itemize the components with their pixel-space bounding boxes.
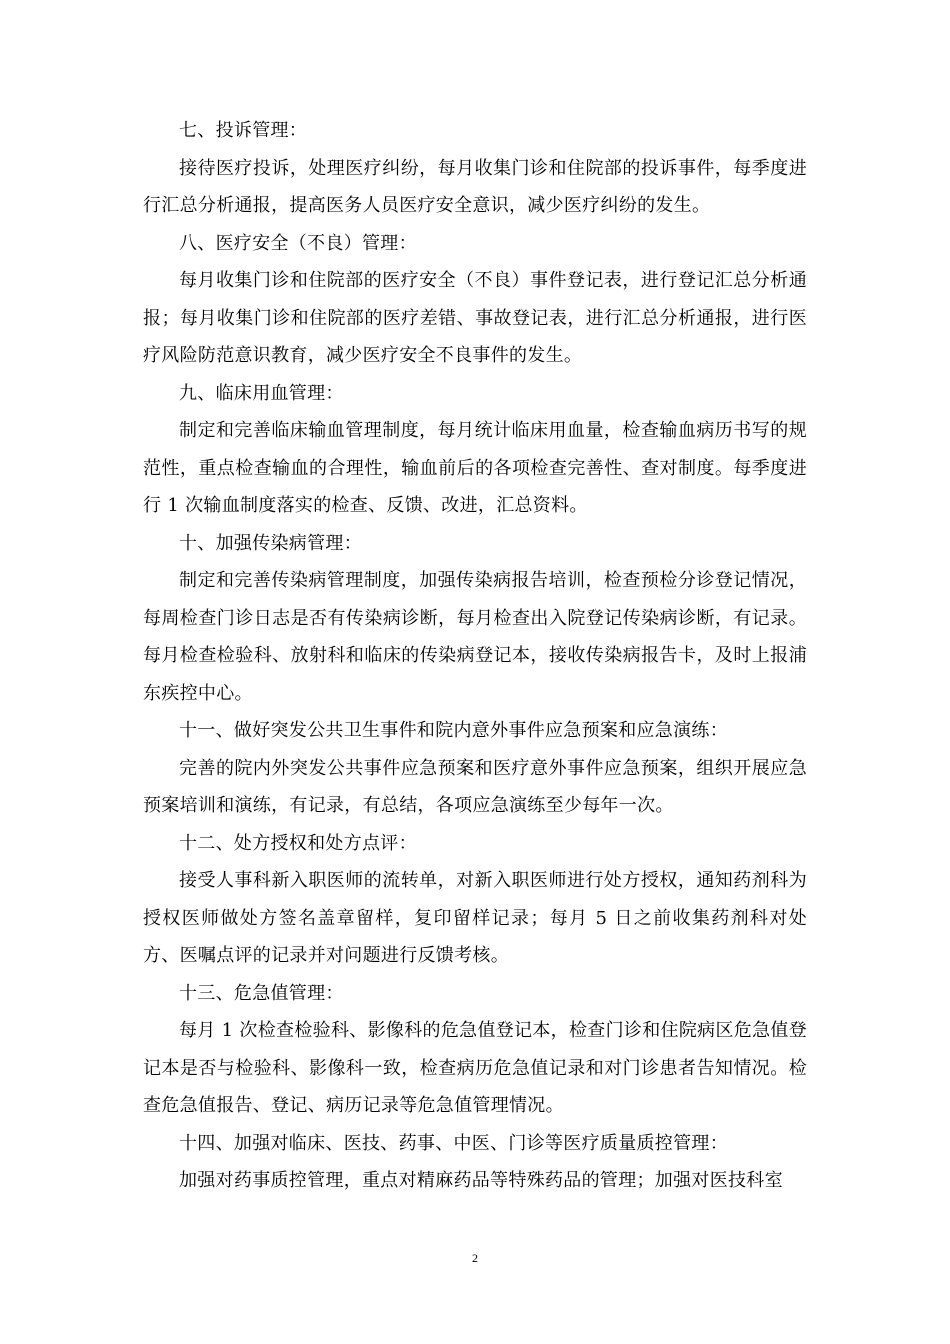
paragraph-infectious-disease: 制定和完善传染病管理制度，加强传染病报告培训，检查预检分诊登记情况，每周检查门诊日志是否有传染病诊断，每月检查出入院登记传染病诊断，有记录。每月检查检验科、放射科和临床的传染病登记本，接收传染病报告卡，及时上报浦东疾控中心。 — [143, 570, 807, 704]
section-heading-infectious-disease: 十、加强传染病管理： — [179, 532, 362, 554]
paragraph-clinical-blood-use: 制定和完善临床输血管理制度，每月统计临床用血量，检查输血病历书写的规范性，重点检查输血的合理性，输血前后的各项检查完善性、查对制度。每季度进行 1 次输血制度落实的检查、反馈、改进，汇总资料。 — [143, 420, 807, 516]
paragraph-complaint-management: 接待医疗投诉，处理医疗纠纷，每月收集门诊和住院部的投诉事件，每季度进行汇总分析通报，提高医务人员医疗安全意识，减少医疗纠纷的发生。 — [143, 157, 807, 216]
page-number: 2 — [472, 1251, 478, 1265]
section-heading-prescription-authorization: 十二、处方授权和处方点评： — [179, 832, 417, 854]
paragraph-quality-control: 加强对药事质控管理，重点对精麻药品等特殊药品的管理；加强对医技科室 — [179, 1170, 783, 1191]
document-body — [143, 112, 807, 1200]
section-heading-medical-safety: 八、医疗安全（不良）管理： — [179, 232, 417, 254]
paragraph-critical-value: 每月 1 次检查检验科、影像科的危急值登记本，检查门诊和住院病区危急值登记本是否与检验科、影像科一致，检查病历危急值记录和对门诊患者告知情况。检查危急值报告、登记、病历记录等危急值管理情况。 — [143, 1020, 807, 1116]
section-heading-quality-control: 十四、加强对临床、医技、药事、中医、门诊等医疗质量质控管理： — [179, 1132, 728, 1154]
section-heading-emergency-plan: 十一、做好突发公共卫生事件和院内意外事件应急预案和应急演练： — [179, 720, 728, 741]
section-heading-complaint-management: 七、投诉管理： — [179, 120, 308, 141]
section-heading-clinical-blood-use: 九、临床用血管理： — [179, 382, 344, 404]
paragraph-medical-safety: 每月收集门诊和住院部的医疗安全（不良）事件登记表，进行登记汇总分析通报；每月收集门诊和住院部的医疗差错、事故登记表，进行汇总分析通报，进行医疗风险防范意识教育，减少医疗安全不良事件的发生。 — [143, 270, 807, 366]
section-heading-critical-value: 十三、危急值管理： — [179, 982, 344, 1004]
paragraph-prescription-authorization: 接受人事科新入职医师的流转单，对新入职医师进行处方授权，通知药剂科为授权医师做处方签名盖章留样，复印留样记录；每月 5 日之前收集药剂科对处方、医嘱点评的记录并对问题进行反馈考核。 — [143, 870, 807, 966]
paragraph-emergency-plan: 完善的院内外突发公共事件应急预案和医疗意外事件应急预案，组织开展应急预案培训和演练，有记录，有总结，各项应急演练至少每年一次。 — [143, 757, 807, 816]
